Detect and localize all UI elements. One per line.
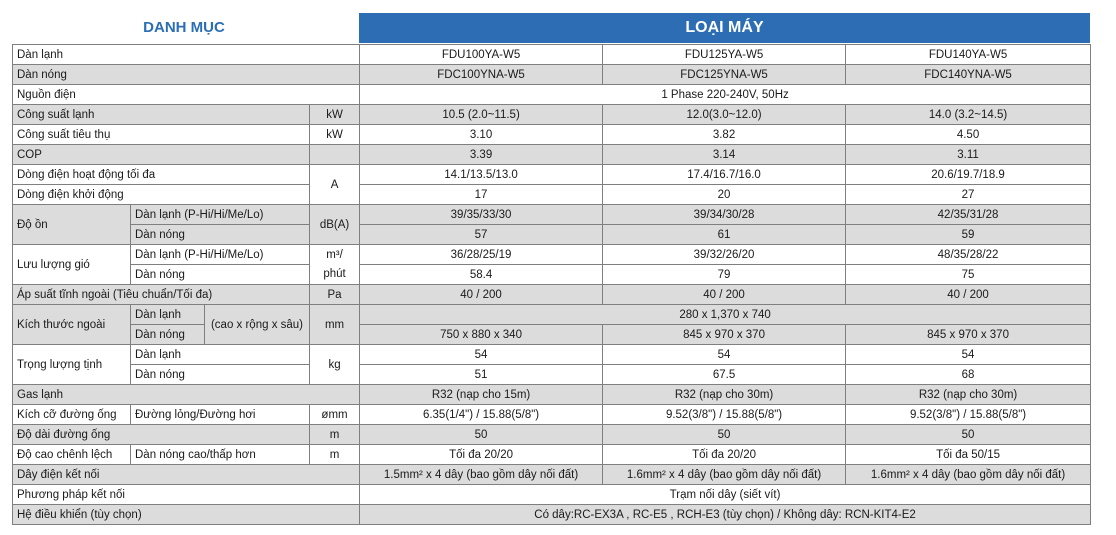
sub-label: Dàn nóng cao/thấp hơn — [131, 445, 310, 465]
row-label: Dàn lạnh — [13, 45, 360, 65]
row-label: Dòng điện hoạt động tối đa — [13, 165, 310, 185]
row-label: Gas lạnh — [13, 385, 360, 405]
value-cell: 845 x 970 x 370 — [846, 325, 1091, 345]
unit-cell: mm — [310, 305, 360, 345]
value-cell: Có dây:RC-EX3A , RC-E5 , RCH-E3 (tùy chọn) / Không dây: RCN-KIT4-E2 — [360, 505, 1091, 525]
value-cell: 50 — [846, 425, 1091, 445]
table-row — [13, 485, 1091, 505]
value-cell: 3.14 — [603, 145, 846, 165]
sub-label: Dàn nóng — [131, 225, 310, 245]
row-label: Kích thước ngoài — [13, 305, 131, 345]
value-cell: 50 — [360, 425, 603, 445]
row-label: Trọng lượng tịnh — [13, 345, 131, 385]
value-cell: Trạm nối dây (siết vít) — [360, 485, 1091, 505]
table-row — [13, 425, 1091, 445]
indoor-model-3: FDU140YA-W5 — [846, 45, 1091, 65]
outdoor-model-1: FDC100YNA-W5 — [360, 65, 603, 85]
table-row — [13, 245, 1091, 265]
value-cell: 36/28/25/19 — [360, 245, 603, 265]
value-cell: Tối đa 20/20 — [603, 445, 846, 465]
table-row — [13, 225, 1091, 245]
unit-cell: kW — [310, 105, 360, 125]
value-cell: 4.50 — [846, 125, 1091, 145]
airflow-unit-bottom: phút — [323, 267, 346, 280]
value-cell: 845 x 970 x 370 — [603, 325, 846, 345]
value-cell: 51 — [360, 365, 603, 385]
table-row — [13, 505, 1091, 525]
unit-cell: Pa — [310, 285, 360, 305]
value-cell: 17 — [360, 185, 603, 205]
value-cell: 48/35/28/22 — [846, 245, 1091, 265]
sub-label: Dàn lạnh — [131, 305, 205, 325]
value-cell: 9.52(3/8") / 15.88(5/8") — [846, 405, 1091, 425]
value-cell: R32 (nạp cho 15m) — [360, 385, 603, 405]
table-row — [13, 325, 1091, 345]
row-label: Lưu lượng gió — [13, 245, 131, 285]
value-cell: 40 / 200 — [603, 285, 846, 305]
row-label: Dòng điện khởi động — [13, 185, 310, 205]
value-cell: 61 — [603, 225, 846, 245]
value-cell: 39/34/30/28 — [603, 205, 846, 225]
row-label: Dây điện kết nối — [13, 465, 360, 485]
value-cell: 20.6/19.7/18.9 — [846, 165, 1091, 185]
value-cell: 9.52(3/8") / 15.88(5/8") — [603, 405, 846, 425]
table-row — [13, 405, 1091, 425]
row-label: COP — [13, 145, 310, 165]
table-row — [13, 385, 1091, 405]
table-row — [13, 165, 1091, 185]
unit-cell — [310, 145, 360, 165]
value-cell: 3.11 — [846, 145, 1091, 165]
table-row — [13, 285, 1091, 305]
table-row — [13, 345, 1091, 365]
spec-sheet — [12, 13, 1090, 525]
table-row — [13, 365, 1091, 385]
table-row — [13, 445, 1091, 465]
value-cell: 42/35/31/28 — [846, 205, 1091, 225]
value-cell: 14.0 (3.2~14.5) — [846, 105, 1091, 125]
outdoor-model-2: FDC125YNA-W5 — [603, 65, 846, 85]
value-cell: 75 — [846, 265, 1091, 285]
row-label: Công suất lạnh — [13, 105, 310, 125]
value-cell: 54 — [360, 345, 603, 365]
value-cell: 1.6mm² x 4 dây (bao gồm dây nối đất) — [603, 465, 846, 485]
dimension-note: (cao x rộng x sâu) — [205, 305, 310, 345]
unit-cell — [310, 245, 360, 285]
sub-label: Đường lỏng/Đường hơi — [131, 405, 310, 425]
table-header — [12, 13, 1090, 43]
row-label: Độ ồn — [13, 205, 131, 245]
unit-cell: A — [310, 165, 360, 205]
table-row — [13, 185, 1091, 205]
value-cell: 68 — [846, 365, 1091, 385]
value-cell: 27 — [846, 185, 1091, 205]
unit-cell: kW — [310, 125, 360, 145]
sub-label: Dàn nóng — [131, 365, 310, 385]
row-label: Phương pháp kết nối — [13, 485, 360, 505]
sub-label: Dàn lạnh (P-Hi/Hi/Me/Lo) — [131, 245, 310, 265]
value-cell: 40 / 200 — [360, 285, 603, 305]
value-cell: 39/32/26/20 — [603, 245, 846, 265]
sub-label: Dàn lạnh (P-Hi/Hi/Me/Lo) — [131, 205, 310, 225]
row-label: Dàn nóng — [13, 65, 360, 85]
value-cell: Tối đa 20/20 — [360, 445, 603, 465]
unit-cell: dB(A) — [310, 205, 360, 245]
table-row — [13, 85, 1091, 105]
sub-label: Dàn lạnh — [131, 345, 310, 365]
indoor-model-1: FDU100YA-W5 — [360, 45, 603, 65]
value-cell: 14.1/13.5/13.0 — [360, 165, 603, 185]
value-cell: 17.4/16.7/16.0 — [603, 165, 846, 185]
table-row — [13, 265, 1091, 285]
value-cell: 1.6mm² x 4 dây (bao gồm dây nối đất) — [846, 465, 1091, 485]
row-label: Độ dài đường ống — [13, 425, 310, 445]
value-cell: 50 — [603, 425, 846, 445]
table-row — [13, 465, 1091, 485]
value-cell: 67.5 — [603, 365, 846, 385]
model-type-header: LOẠI MÁY — [359, 13, 1090, 43]
table-row — [13, 45, 1091, 65]
row-label: Độ cao chênh lệch — [13, 445, 131, 465]
power-supply-value: 1 Phase 220-240V, 50Hz — [360, 85, 1091, 105]
value-cell: 40 / 200 — [846, 285, 1091, 305]
row-label: Kích cỡ đường ống — [13, 405, 131, 425]
table-row — [13, 105, 1091, 125]
value-cell: R32 (nạp cho 30m) — [603, 385, 846, 405]
value-cell: 750 x 880 x 340 — [360, 325, 603, 345]
sub-label: Dàn nóng — [131, 265, 310, 285]
value-cell: Tối đa 50/15 — [846, 445, 1091, 465]
value-cell: 12.0(3.0~12.0) — [603, 105, 846, 125]
value-cell: 10.5 (2.0~11.5) — [360, 105, 603, 125]
value-cell: 3.39 — [360, 145, 603, 165]
unit-cell: m — [310, 445, 360, 465]
table-row — [13, 125, 1091, 145]
value-cell: R32 (nạp cho 30m) — [846, 385, 1091, 405]
table-row — [13, 305, 1091, 325]
value-cell: 39/35/33/30 — [360, 205, 603, 225]
table-row — [13, 145, 1091, 165]
airflow-unit-top: m³/ — [326, 248, 343, 261]
value-cell: 1.5mm² x 4 dây (bao gồm dây nối đất) — [360, 465, 603, 485]
row-label: Nguồn điện — [13, 85, 360, 105]
value-cell: 58.4 — [360, 265, 603, 285]
outdoor-model-3: FDC140YNA-W5 — [846, 65, 1091, 85]
value-cell: 3.10 — [360, 125, 603, 145]
value-cell: 59 — [846, 225, 1091, 245]
value-cell: 3.82 — [603, 125, 846, 145]
unit-cell: kg — [310, 345, 360, 385]
unit-cell: m — [310, 425, 360, 445]
value-cell: 280 x 1,370 x 740 — [360, 305, 1091, 325]
table-row — [13, 65, 1091, 85]
value-cell: 20 — [603, 185, 846, 205]
value-cell: 6.35(1/4") / 15.88(5/8") — [360, 405, 603, 425]
spec-table — [12, 44, 1091, 525]
sub-label: Dàn nóng — [131, 325, 205, 345]
row-label: Hệ điều khiển (tùy chọn) — [13, 505, 360, 525]
value-cell: 57 — [360, 225, 603, 245]
row-label: Áp suất tĩnh ngoài (Tiêu chuẩn/Tối đa) — [13, 285, 310, 305]
table-row — [13, 205, 1091, 225]
value-cell: 54 — [603, 345, 846, 365]
value-cell: 54 — [846, 345, 1091, 365]
indoor-model-2: FDU125YA-W5 — [603, 45, 846, 65]
value-cell: 79 — [603, 265, 846, 285]
row-label: Công suất tiêu thụ — [13, 125, 310, 145]
unit-cell: ømm — [310, 405, 360, 425]
category-header: DANH MỤC — [12, 13, 356, 43]
